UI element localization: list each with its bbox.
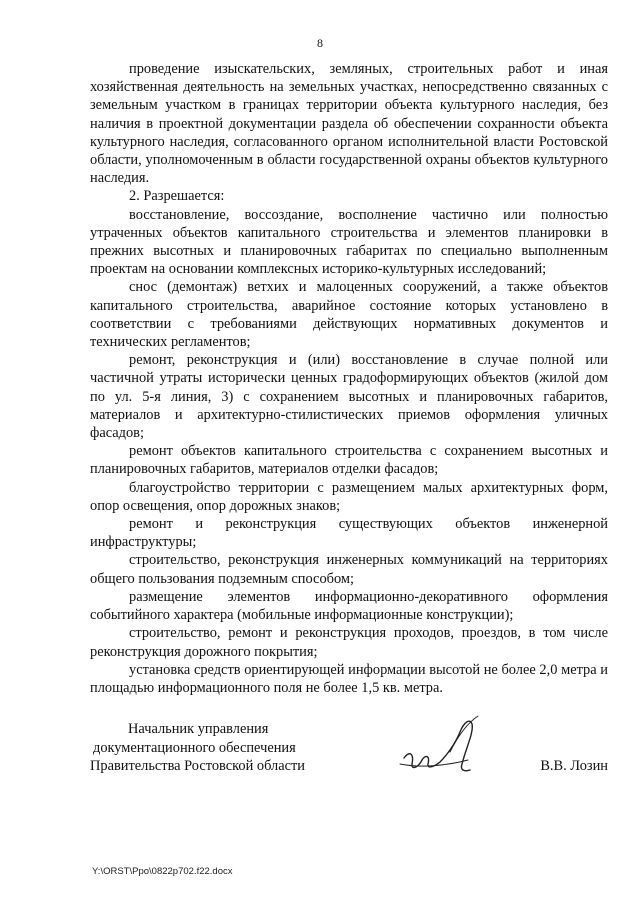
signatory-title-line: Правительства Ростовской области [90,758,305,774]
paragraph-repair-capital: ремонт объектов капитального строительства с сохранением высотных и планировочных габаритов, материалов отделки фасадов; [90,443,608,478]
signatory-title-line: документационного обеспечения [93,739,296,756]
paragraph-restoration: восстановление, воссоздание, восполнение частично или полностью утраченных объектов капитального строительства и элементов планировки в прежних высотных и планировочных габаритах по специально выполненным проектам на основании комплексных историко-культурных исследований; [90,206,608,278]
paragraph-decorative: размещение элементов информационно-декоративного оформления событийного характера (мобильные информационные конструкции); [90,588,608,624]
paragraph-signage: установка средств ориентирующей информации высотой не более 2,0 метра и площадью информационного поля не более 1,5 кв. метра. [90,661,608,696]
page-number: 8 [317,36,323,50]
paragraph-allowed-heading: 2. Разрешается: [129,188,225,205]
document-body [90,60,608,697]
signatory-title [90,720,330,776]
handwritten-signature [390,712,490,782]
paragraph-repair-reconstruction: ремонт, реконструкция и (или) восстановление в случае полной или частичной утраты исторически ценных градоформирующих объектов (жилой дом по ул. 5-я линия, 3) с сохранением высотных и планировочных габаритов, материалов и архитектурно-стилистических приемов оформления уличных фасадов; [90,352,608,442]
signatory-name: В.В. Лозин [540,758,608,774]
paragraph-passages: строительство, ремонт и реконструкция проходов, проездов, в том числе реконструкция дорожного покрытия; [90,625,608,660]
paragraph-prohibited-works: проведение изыскательских, земляных, строительных работ и иная хозяйственная деятельность на земельных участках, непосредственно связанных с земельным участком в границах территории объекта культурного наследия, без наличия в проектной документации раздела об обеспечении сохранности объекта культурного наследия, согласованного органом исполнительной власти Ростовской области, уполномоченным в области государственной охраны объектов культурного наследия. [90,61,608,187]
paragraph-demolition: снос (демонтаж) ветхих и малоценных сооружений, а также объектов капитального строительства, аварийное состояние которых установлено в соответствии с требованиями действующих нормативных документов и технических регламентов; [90,279,608,351]
paragraph-engineering-infra: ремонт и реконструкция существующих объектов инженерной инфраструктуры; [90,516,608,551]
paragraph-utilities: строительство, реконструкция инженерных коммуникаций на территориях общего пользования подземным способом; [90,552,608,587]
paragraph-landscaping: благоустройство территории с размещением малых архитектурных форм, опор освещения, опор дорожных знаков; [90,479,608,514]
signatory-title-line: Начальник управления [128,721,269,737]
signature-block [90,720,608,780]
file-path-footer: Y:\ORST\Ppo\0822p702.f22.docx [92,866,233,877]
